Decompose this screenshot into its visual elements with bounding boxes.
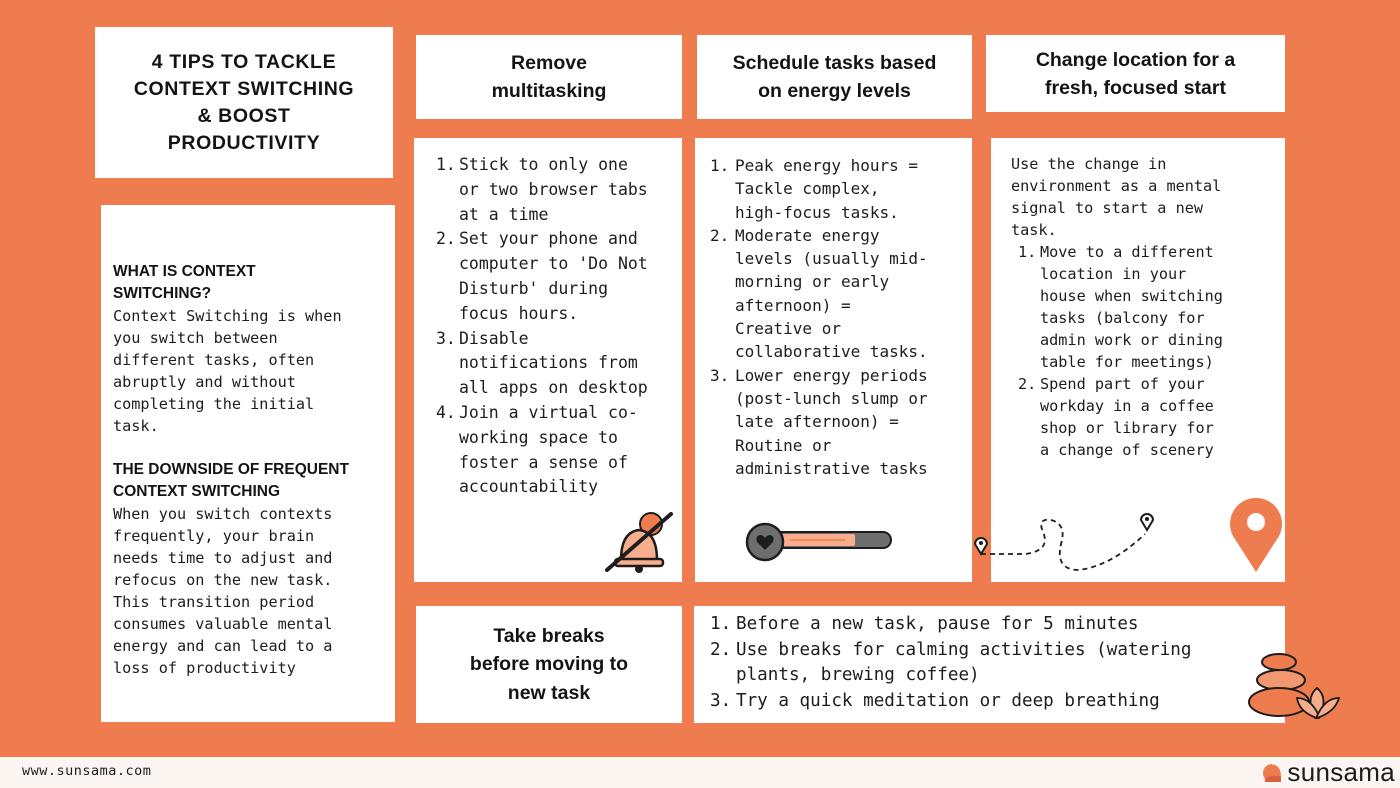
list-item-line: afternoon) = <box>735 295 851 315</box>
list-item-line: working space to <box>459 427 618 447</box>
info-body-line: Context Switching is when <box>113 307 342 325</box>
tip-take-breaks-title <box>416 606 682 723</box>
tip-title-line: new task <box>507 681 591 704</box>
list-number: 1. <box>710 614 732 634</box>
list-item-line: shop or library for <box>1040 419 1214 437</box>
list-number: 2. <box>436 229 456 249</box>
list-number: 3. <box>710 365 730 385</box>
list-item-line: morning or early <box>735 272 890 292</box>
sunsama-logo[interactable] <box>1261 757 1395 788</box>
page-title-line: CONTEXT SWITCHING <box>133 77 355 100</box>
info-body-line: abruptly and without <box>113 373 296 391</box>
list-item <box>436 153 682 227</box>
list-number: 1. <box>710 156 730 175</box>
tip-list <box>710 154 972 480</box>
page-title-line: 4 TIPS TO TACKLE <box>151 50 337 73</box>
info-body-line: loss of productivity <box>113 659 296 677</box>
list-item-line: Join a virtual co- <box>459 402 638 422</box>
tip-change-location-body <box>991 138 1285 582</box>
info-body-line: task. <box>113 417 159 435</box>
energy-thermometer-icon <box>745 522 895 564</box>
list-item-line: Tackle complex, <box>735 179 880 199</box>
list-item-line: house when switching <box>1040 287 1223 305</box>
tip-list <box>710 612 1285 714</box>
list-item-line: all apps on desktop <box>459 378 648 398</box>
list-item-line: (post-lunch slump or <box>735 388 928 408</box>
list-item <box>710 689 1285 715</box>
list-item <box>710 638 1285 689</box>
info-body-line: you switch between <box>113 329 278 347</box>
list-item-line: accountability <box>459 477 599 497</box>
list-item <box>436 227 682 326</box>
info-body-line: When you switch contexts <box>113 505 333 523</box>
list-item <box>436 401 682 500</box>
list-item-line: workday in a coffee <box>1040 397 1214 415</box>
list-number: 1. <box>1018 243 1037 261</box>
info-heading-line: CONTEXT SWITCHING <box>113 483 281 500</box>
tip-list <box>1011 241 1285 461</box>
list-item-line: foster a sense of <box>459 452 628 472</box>
info-body-line: energy and can lead to a <box>113 637 333 655</box>
list-item-line: Creative or <box>735 319 841 339</box>
info-body-what-is <box>113 305 395 437</box>
page-title-line: & BOOST <box>197 104 291 127</box>
list-number: 4. <box>436 402 456 422</box>
tip-title-line: Change location for a <box>1035 48 1236 71</box>
list-item-line: high-focus tasks. <box>735 202 899 222</box>
tip-intro-line: signal to start a new <box>1011 199 1204 217</box>
tip-title-line: Remove <box>511 52 587 74</box>
sunsama-wordmark: sunsama <box>1287 757 1395 787</box>
info-heading-line: SWITCHING? <box>113 285 212 302</box>
list-item-line: focus hours. <box>459 303 579 323</box>
list-item-line: at a time <box>459 204 549 224</box>
tip-title-line: before moving to <box>469 653 629 676</box>
list-number: 3. <box>710 690 732 711</box>
info-heading-line: WHAT IS CONTEXT <box>113 263 256 280</box>
list-item <box>710 364 972 480</box>
list-number: 2. <box>710 225 730 245</box>
info-body-line: different tasks, often <box>113 351 315 369</box>
list-item-line: administrative tasks <box>735 458 928 478</box>
list-item-line: location in your <box>1040 265 1187 283</box>
tip-schedule-energy-body <box>695 138 972 582</box>
tip-title-line: fresh, focused start <box>1045 76 1226 99</box>
tip-remove-multitasking-body <box>414 138 682 582</box>
list-number: 2. <box>1018 375 1037 393</box>
location-pin-icon <box>1227 494 1285 574</box>
footer <box>0 757 1400 788</box>
page-title <box>95 27 393 178</box>
list-item-line: Moderate energy <box>735 225 880 245</box>
tip-title-line: Schedule tasks based <box>732 52 937 74</box>
muted-bell-icon <box>599 510 679 574</box>
info-body-line: refocus on the new task. <box>113 571 333 589</box>
list-item-line: Lower energy periods <box>735 365 928 385</box>
tip-intro-line: task. <box>1011 221 1057 239</box>
list-item-line: Spend part of your <box>1040 375 1205 393</box>
tip-intro-line: environment as a mental <box>1011 177 1222 195</box>
list-item <box>1018 373 1285 461</box>
list-item-line: Stick to only one <box>459 155 628 174</box>
list-item-line: admin work or dining <box>1040 331 1223 349</box>
tip-take-breaks-body <box>694 606 1285 723</box>
list-item-line: Routine or <box>735 435 832 455</box>
sunsama-logo-icon <box>1261 762 1283 784</box>
info-body-line: needs time to adjust and <box>113 549 333 567</box>
tip-title-line: multitasking <box>491 80 607 102</box>
list-item-line: levels (usually mid- <box>735 249 928 269</box>
info-body-downside <box>113 503 395 679</box>
info-heading-downside <box>113 459 395 503</box>
info-heading-what-is <box>113 261 395 305</box>
info-body-line: This transition period <box>113 593 315 611</box>
tip-schedule-energy-title <box>697 35 972 119</box>
list-item-line: or two browser tabs <box>459 179 648 199</box>
list-item-line: Disable <box>459 328 529 348</box>
tip-title-line: on energy levels <box>758 80 911 102</box>
list-item-line: collaborative tasks. <box>735 342 928 362</box>
info-heading-line: THE DOWNSIDE OF FREQUENT <box>113 461 349 478</box>
list-item <box>436 327 682 401</box>
info-body-line: completing the initial <box>113 395 315 413</box>
list-number: 1. <box>436 155 456 174</box>
tip-intro-line: Use the change in <box>1011 155 1167 173</box>
info-body-line: frequently, your brain <box>113 527 315 545</box>
tip-remove-multitasking-title <box>416 35 682 119</box>
list-item-line: tasks (balcony for <box>1040 309 1205 327</box>
tip-change-location-title <box>986 35 1285 112</box>
list-item-line: Try a quick meditation or deep breathing <box>736 690 1160 711</box>
list-item <box>710 224 972 364</box>
stacked-stones-lotus-icon <box>1245 652 1341 724</box>
context-switching-info <box>101 205 395 722</box>
list-item <box>1018 241 1285 373</box>
list-item-line: Use breaks for calming activities (watering <box>736 639 1192 660</box>
tip-list <box>436 153 682 500</box>
list-number: 2. <box>710 639 732 660</box>
list-item <box>710 154 972 224</box>
list-item-line: computer to 'Do Not <box>459 254 648 274</box>
footer-url-link[interactable]: www.sunsama.com <box>22 763 152 779</box>
list-number: 3. <box>436 328 456 348</box>
list-item-line: table for meetings) <box>1040 353 1214 371</box>
list-item-line: Peak energy hours = <box>735 156 919 175</box>
list-item-line: notifications from <box>459 353 638 373</box>
list-item-line: a change of scenery <box>1040 441 1214 459</box>
list-item-line: Before a new task, pause for 5 minutes <box>736 614 1139 634</box>
tip-title-line: Take breaks <box>493 624 605 647</box>
page-title-line: PRODUCTIVITY <box>167 131 321 154</box>
info-body-line: consumes valuable mental <box>113 615 333 633</box>
list-item-line: late afternoon) = <box>735 412 899 432</box>
list-item-line: Set your phone and <box>459 229 638 249</box>
list-item <box>710 612 1285 638</box>
tip-intro <box>1011 153 1285 241</box>
list-item-line: Move to a different <box>1040 243 1214 261</box>
dashed-route-icon <box>971 504 1171 580</box>
list-item-line: Disturb' during <box>459 278 609 298</box>
list-item-line: plants, brewing coffee) <box>736 665 980 685</box>
